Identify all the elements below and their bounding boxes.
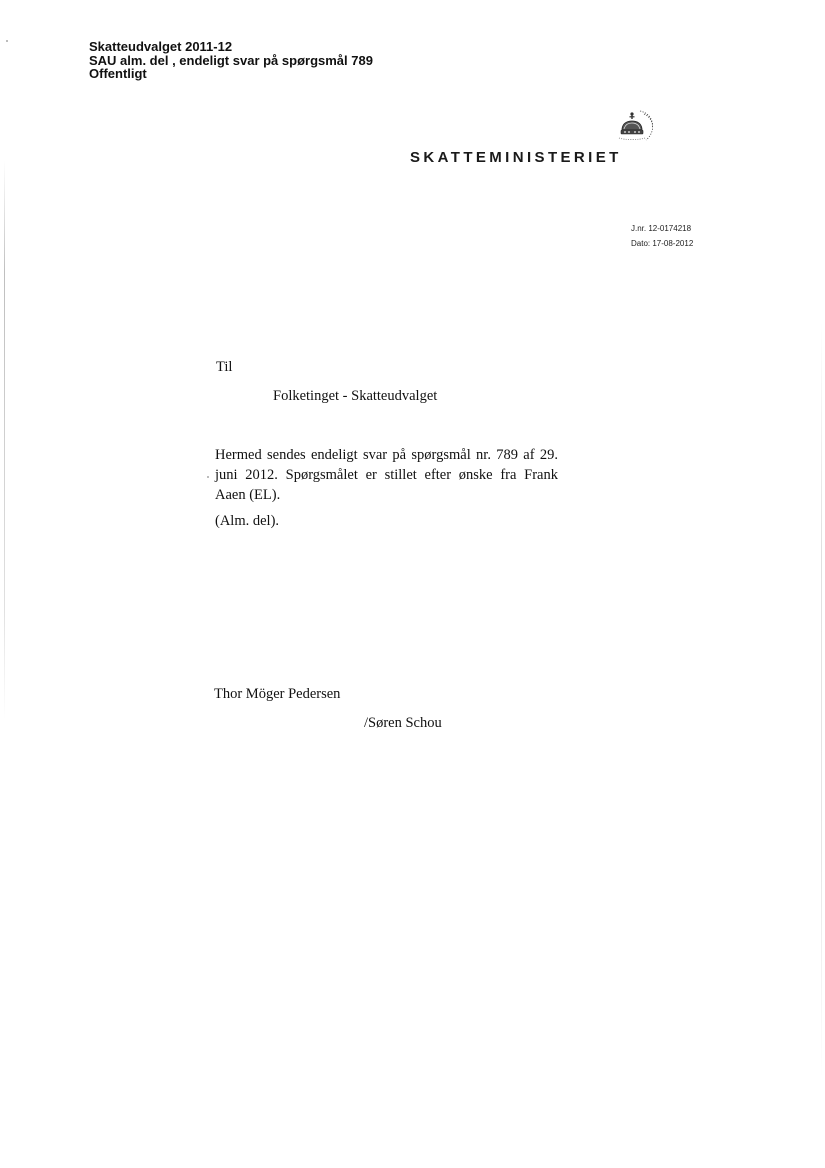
scan-edge-right [821,320,822,1080]
letter-note: (Alm. del). [215,513,280,529]
committee-session: Skatteudvalget 2011-12 [89,39,233,54]
salutation: Til [216,359,233,375]
reference-block [631,221,693,251]
scan-speck [207,476,209,478]
document-header [89,40,373,81]
scan-speck [6,40,8,42]
letter-date: Dato: 17-08-2012 [631,239,694,248]
letter-body: Hermed sendes endeligt svar på spørgsmål nr. 789 af 29. juni 2012. Spørgsmålet er stillet efter ønske fra Frank Aaen (EL). [215,447,558,503]
publicity-status: Offentligt [89,66,147,81]
journal-number: J.nr. 12-0174218 [631,224,692,233]
cosigner-name: /Søren Schou [364,715,442,731]
ministry-name: SKATTEMINISTERIET [410,149,622,166]
recipient: Folketinget - Skatteudvalget [273,388,438,404]
document-subject: SAU alm. del , endeligt svar på spørgsmål 789 [89,52,373,68]
crown-icon [610,108,656,148]
scan-edge-left [4,160,5,720]
signer-name: Thor Möger Pedersen [214,686,341,702]
